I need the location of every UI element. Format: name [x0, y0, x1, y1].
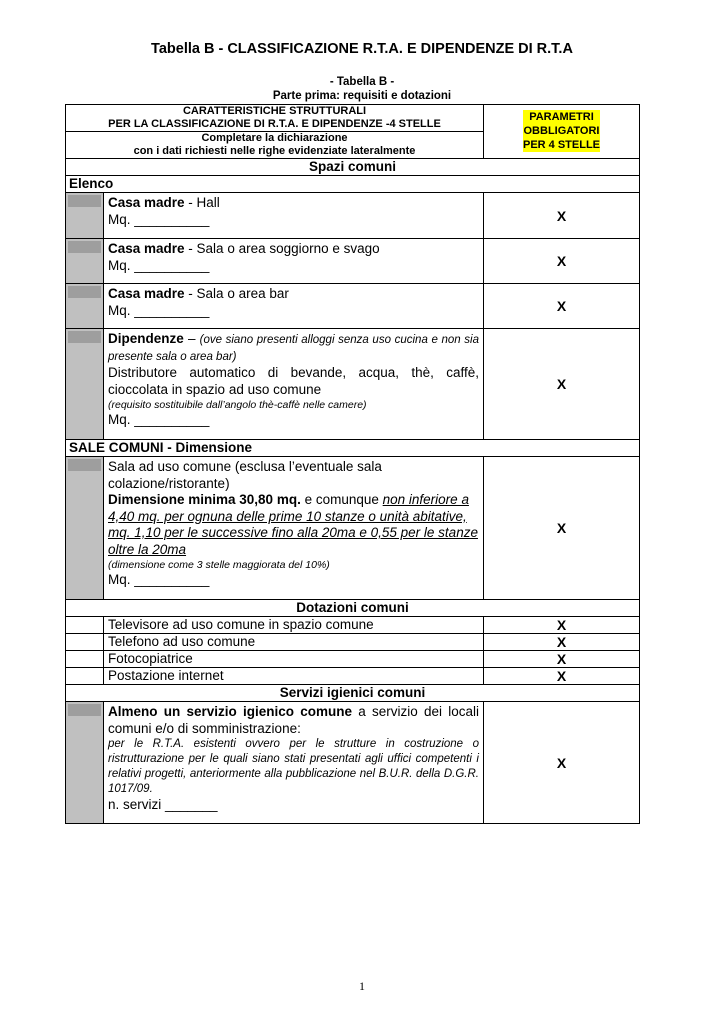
dotazione-item: Fotocopiatrice — [104, 651, 484, 668]
table-label: - Tabella B - — [329, 76, 395, 88]
section-spazi-comuni: Spazi comuni — [66, 159, 640, 176]
mark-x: X — [484, 634, 640, 651]
empty-cell — [66, 651, 104, 668]
servizi-count-field[interactable]: n. servizi _______ — [108, 797, 218, 812]
empty-cell — [66, 668, 104, 685]
section-dotazioni: Dotazioni comuni — [66, 600, 640, 617]
table-subtitle: Parte prima: requisiti e dotazioni — [272, 90, 452, 102]
item-sala-comune: Sala ad uso comune (esclusa l’eventuale sala colazione/ristorante) Dimensione minima 30,80 mq. e comunque non inferiore a 4,40 mq. per ognuna delle prime 10 stanze o unità abitative, mq. 1,10 per le successive fino alla 20ma e 0,55 per le stanze oltre la 20ma (dimensione come 3 stelle maggiorata del 10%) Mq. __________ — [104, 457, 484, 600]
fill-indicator — [66, 284, 104, 329]
header-structural: CARATTERISTICHE STRUTTURALI PER LA CLASSIFICAZIONE DI R.T.A. E DIPENDENZE -4 STELLE — [66, 105, 484, 132]
section-servizi-igienici: Servizi igienici comuni — [66, 685, 640, 702]
group-sale-comuni: SALE COMUNI - Dimensione — [66, 440, 640, 457]
dotazione-item: Telefono ad uso comune — [104, 634, 484, 651]
document-title: Tabella B - CLASSIFICAZIONE R.T.A. E DIPENDENZE DI R.T.A — [151, 41, 573, 57]
param-highlight: PARAMETRI OBBLIGATORI PER 4 STELLE — [522, 111, 601, 151]
mark-x: X — [484, 284, 640, 329]
mark-x: X — [484, 617, 640, 634]
mq-field[interactable]: Mq. __________ — [108, 257, 210, 273]
item-soggiorno: Casa madre - Sala o area soggiorno e svago Mq. __________ — [104, 239, 484, 284]
item-dipendenze: Dipendenze – (ove siano presenti alloggi senza uso cucina e non sia presente sala o area bar) Distributore automatico di bevande, acqua, thè, caffè, cioccolata in spazio ad uso comune (requisito sostituibile dall’angolo thè-caffè nelle camere) Mq. __________ — [104, 329, 484, 440]
item-hall: Casa madre - Hall Mq. __________ — [104, 193, 484, 239]
header-parameters — [484, 105, 640, 159]
header-instructions: Completare la dichiarazione con i dati richiesti nelle righe evidenziate lateralmente — [66, 132, 484, 159]
mark-x: X — [484, 702, 640, 824]
fill-indicator — [66, 193, 104, 239]
fill-indicator — [66, 239, 104, 284]
fill-indicator — [66, 702, 104, 824]
mark-x: X — [484, 329, 640, 440]
mq-field[interactable]: Mq. __________ — [108, 412, 210, 427]
item-servizio-igienico: Almeno un servizio igienico comune a servizio dei locali comuni e/o di somministrazione: per le R.T.A. esistenti ovvero per le strutture in costruzione o ristrutturazione per le quali siano stati presentati agli uffici competenti i relativi progetti, anteriormente alla pubblicazione nel B.U.R. della D.G.R. 1017/09. n. servizi _______ — [104, 702, 484, 824]
mq-field[interactable]: Mq. __________ — [108, 211, 210, 227]
mark-x: X — [484, 651, 640, 668]
fill-indicator — [66, 457, 104, 600]
dotazione-item: Televisore ad uso comune in spazio comune — [104, 617, 484, 634]
mark-x: X — [484, 457, 640, 600]
empty-cell — [66, 617, 104, 634]
empty-cell — [66, 634, 104, 651]
mark-x: X — [484, 668, 640, 685]
dotazione-item: Postazione internet — [104, 668, 484, 685]
requirements-table — [65, 104, 640, 824]
item-bar: Casa madre - Sala o area bar Mq. __________ — [104, 284, 484, 329]
mq-field[interactable]: Mq. __________ — [108, 302, 210, 318]
page-number: 1 — [359, 979, 365, 993]
mark-x: X — [484, 193, 640, 239]
mq-field[interactable]: Mq. __________ — [108, 572, 210, 587]
fill-indicator — [66, 329, 104, 440]
group-elenco: Elenco — [66, 176, 640, 193]
mark-x: X — [484, 239, 640, 284]
